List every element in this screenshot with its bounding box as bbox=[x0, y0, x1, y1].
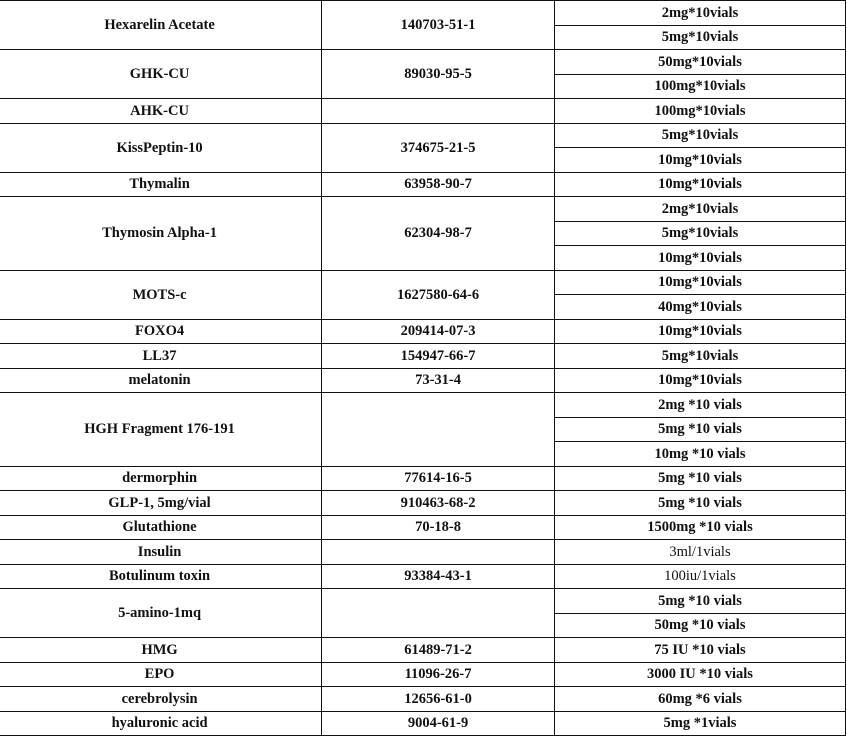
cas-number-cell: 73-31-4 bbox=[322, 368, 555, 393]
specification-cell: 5mg *1vials bbox=[554, 711, 845, 736]
specification-cell: 100iu/1vials bbox=[554, 564, 845, 589]
specification-cell: 10mg*10vials bbox=[554, 172, 845, 197]
specification-cell: 5mg *10 vials bbox=[554, 491, 845, 516]
product-name-cell: melatonin bbox=[0, 368, 322, 393]
product-name-cell: GHK-CU bbox=[0, 50, 322, 99]
specification-cell: 1500mg *10 vials bbox=[554, 515, 845, 540]
specification-cell: 10mg *10 vials bbox=[554, 442, 845, 467]
specification-cell: 2mg*10vials bbox=[554, 197, 845, 222]
product-name-cell: hyaluronic acid bbox=[0, 711, 322, 736]
cas-number-cell: 11096-26-7 bbox=[322, 662, 555, 687]
table-row bbox=[0, 344, 846, 369]
table-row bbox=[0, 197, 846, 222]
specification-cell: 10mg*10vials bbox=[554, 246, 845, 271]
table-row bbox=[0, 123, 846, 148]
cas-number-cell: 154947-66-7 bbox=[322, 344, 555, 369]
product-name-cell: Thymosin Alpha-1 bbox=[0, 197, 322, 271]
cas-number-cell: 93384-43-1 bbox=[322, 564, 555, 589]
cas-number-cell bbox=[322, 393, 555, 467]
table-row bbox=[0, 515, 846, 540]
table-row bbox=[0, 662, 846, 687]
table-row bbox=[0, 270, 846, 295]
product-name-cell: AHK-CU bbox=[0, 99, 322, 124]
cas-number-cell: 209414-07-3 bbox=[322, 319, 555, 344]
table-row bbox=[0, 50, 846, 75]
product-name-cell: 5-amino-1mq bbox=[0, 589, 322, 638]
specification-cell: 3000 IU *10 vials bbox=[554, 662, 845, 687]
cas-number-cell: 61489-71-2 bbox=[322, 638, 555, 663]
cas-number-cell: 63958-90-7 bbox=[322, 172, 555, 197]
table-row bbox=[0, 687, 846, 712]
cas-number-cell: 1627580-64-6 bbox=[322, 270, 555, 319]
cas-number-cell: 12656-61-0 bbox=[322, 687, 555, 712]
specification-cell: 5mg *10 vials bbox=[554, 589, 845, 614]
product-name-cell: Botulinum toxin bbox=[0, 564, 322, 589]
cas-number-cell bbox=[322, 589, 555, 638]
table-row bbox=[0, 368, 846, 393]
table-row bbox=[0, 711, 846, 736]
cas-number-cell: 140703-51-1 bbox=[322, 1, 555, 50]
cas-number-cell bbox=[322, 540, 555, 565]
product-name-cell: cerebrolysin bbox=[0, 687, 322, 712]
specification-cell: 10mg*10vials bbox=[554, 368, 845, 393]
table-row bbox=[0, 172, 846, 197]
product-name-cell: Glutathione bbox=[0, 515, 322, 540]
specification-cell: 75 IU *10 vials bbox=[554, 638, 845, 663]
specification-cell: 100mg*10vials bbox=[554, 74, 845, 99]
table-row bbox=[0, 540, 846, 565]
cas-number-cell: 89030-95-5 bbox=[322, 50, 555, 99]
specification-cell: 10mg*10vials bbox=[554, 148, 845, 173]
specification-cell: 2mg*10vials bbox=[554, 1, 845, 26]
specification-cell: 5mg*10vials bbox=[554, 221, 845, 246]
specification-cell: 5mg *10 vials bbox=[554, 417, 845, 442]
product-name-cell: FOXO4 bbox=[0, 319, 322, 344]
product-name-cell: EPO bbox=[0, 662, 322, 687]
table-row bbox=[0, 564, 846, 589]
cas-number-cell: 374675-21-5 bbox=[322, 123, 555, 172]
specification-cell: 5mg *10 vials bbox=[554, 466, 845, 491]
product-name-cell: LL37 bbox=[0, 344, 322, 369]
table-row bbox=[0, 393, 846, 418]
specification-cell: 50mg*10vials bbox=[554, 50, 845, 75]
specification-cell: 40mg*10vials bbox=[554, 295, 845, 320]
product-name-cell: GLP-1, 5mg/vial bbox=[0, 491, 322, 516]
specification-cell: 10mg*10vials bbox=[554, 319, 845, 344]
cas-number-cell: 910463-68-2 bbox=[322, 491, 555, 516]
specification-cell: 60mg *6 vials bbox=[554, 687, 845, 712]
product-name-cell: KissPeptin-10 bbox=[0, 123, 322, 172]
table-row bbox=[0, 638, 846, 663]
cas-number-cell: 77614-16-5 bbox=[322, 466, 555, 491]
table-row bbox=[0, 589, 846, 614]
product-name-cell: Thymalin bbox=[0, 172, 322, 197]
specification-cell: 5mg*10vials bbox=[554, 25, 845, 50]
product-name-cell: HMG bbox=[0, 638, 322, 663]
product-name-cell: dermorphin bbox=[0, 466, 322, 491]
specification-cell: 50mg *10 vials bbox=[554, 613, 845, 638]
product-name-cell: MOTS-c bbox=[0, 270, 322, 319]
specification-cell: 5mg*10vials bbox=[554, 123, 845, 148]
table-row bbox=[0, 99, 846, 124]
cas-number-cell bbox=[322, 99, 555, 124]
product-name-cell: Insulin bbox=[0, 540, 322, 565]
product-name-cell: HGH Fragment 176-191 bbox=[0, 393, 322, 467]
table-row bbox=[0, 466, 846, 491]
specification-cell: 100mg*10vials bbox=[554, 99, 845, 124]
table-row bbox=[0, 491, 846, 516]
table-row bbox=[0, 319, 846, 344]
table-row bbox=[0, 1, 846, 26]
specification-cell: 5mg*10vials bbox=[554, 344, 845, 369]
product-name-cell: Hexarelin Acetate bbox=[0, 1, 322, 50]
specification-cell: 3ml/1vials bbox=[554, 540, 845, 565]
specification-cell: 2mg *10 vials bbox=[554, 393, 845, 418]
cas-number-cell: 9004-61-9 bbox=[322, 711, 555, 736]
product-table-body bbox=[0, 1, 846, 736]
specification-cell: 10mg*10vials bbox=[554, 270, 845, 295]
cas-number-cell: 62304-98-7 bbox=[322, 197, 555, 271]
cas-number-cell: 70-18-8 bbox=[322, 515, 555, 540]
